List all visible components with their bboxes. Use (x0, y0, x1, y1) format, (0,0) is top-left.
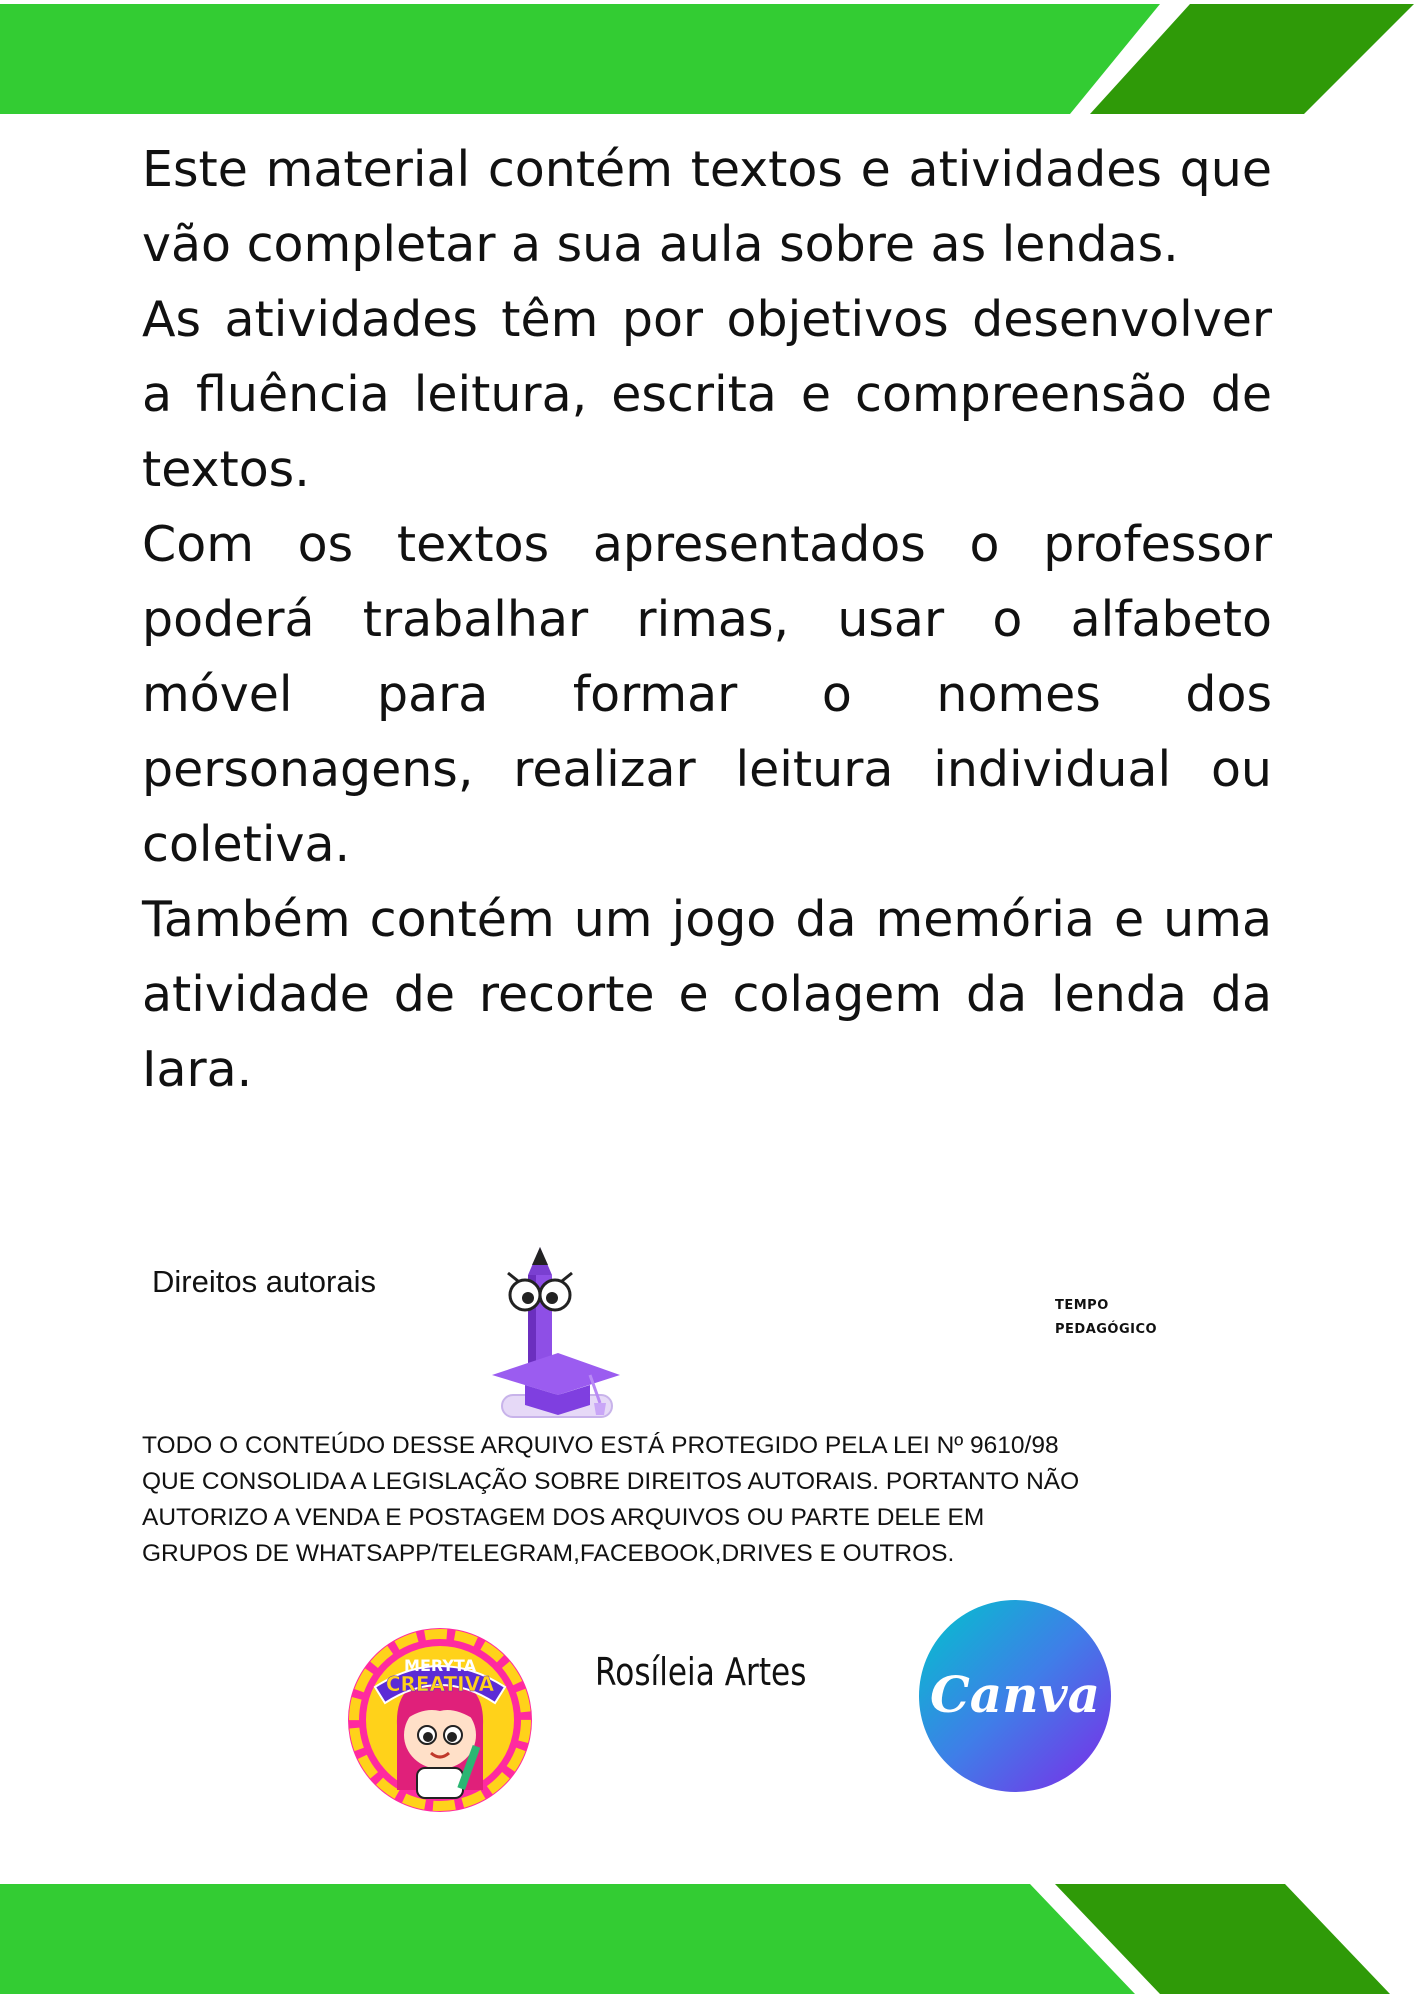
rights-label: Direitos autorais (152, 1264, 376, 1299)
paragraph-intro: Este material contém textos e atividades que vão completar a sua aula sobre as lendas. (142, 141, 1272, 273)
legal-line: TODO O CONTEÚDO DESSE ARQUIVO ESTÁ PROTEGIDO PELA LEI Nº 9610/98 (142, 1432, 1059, 1459)
paragraph-texts: Com os textos apresentados o professor poderá trabalhar rimas, usar o alfabeto móvel para formar o nomes dos personagens, realizar leitura individual ou coletiva. (142, 516, 1272, 873)
legal-notice (142, 1428, 1282, 1572)
band-light-green (0, 4, 1160, 114)
tempo-logo-line1: TEMPO (1055, 1298, 1109, 1313)
pencil-graduation-cap-icon (480, 1245, 680, 1430)
paragraph-games: Também contém um jogo da memória e uma atividade de recorte e colagem da lenda da Iara. (142, 891, 1272, 1098)
meryta-creativa-logo (345, 1625, 535, 1815)
bottom-green-band (0, 1884, 1414, 1994)
meryta-top-text: MERYTA (404, 1656, 476, 1675)
paragraph-objectives: As atividades têm por objetivos desenvolver a fluência leitura, escrita e compreensão de textos. (142, 291, 1272, 498)
band-shapes (0, 1884, 1414, 1994)
meryta-bottom-text: CREATIVA (385, 1672, 495, 1696)
legal-line: QUE CONSOLIDA A LEGISLAÇÃO SOBRE DIREITOS AUTORAIS. PORTANTO NÃO (142, 1468, 1080, 1495)
top-green-band (0, 4, 1414, 114)
tempo-logo-line2: PEDAGÓGICO (1055, 1322, 1158, 1337)
band-light-green (0, 1884, 1135, 1994)
canva-wordmark: Canva (930, 1665, 1100, 1724)
band-shapes (0, 4, 1414, 114)
legal-line: GRUPOS DE WHATSAPP/TELEGRAM,FACEBOOK,DRIVES E OUTROS. (142, 1540, 955, 1567)
main-text (142, 132, 1272, 1107)
canva-circle-icon (918, 1599, 1112, 1793)
tempo-pedagogico-logo (480, 1245, 1158, 1430)
canva-logo (918, 1599, 1112, 1793)
legal-line: AUTORIZO A VENDA E POSTAGEM DOS ARQUIVOS OU PARTE DELE EM (142, 1504, 985, 1531)
author-signature: Rosíleia Artes (595, 1650, 807, 1694)
cartoon-girl-badge-icon (345, 1625, 535, 1815)
